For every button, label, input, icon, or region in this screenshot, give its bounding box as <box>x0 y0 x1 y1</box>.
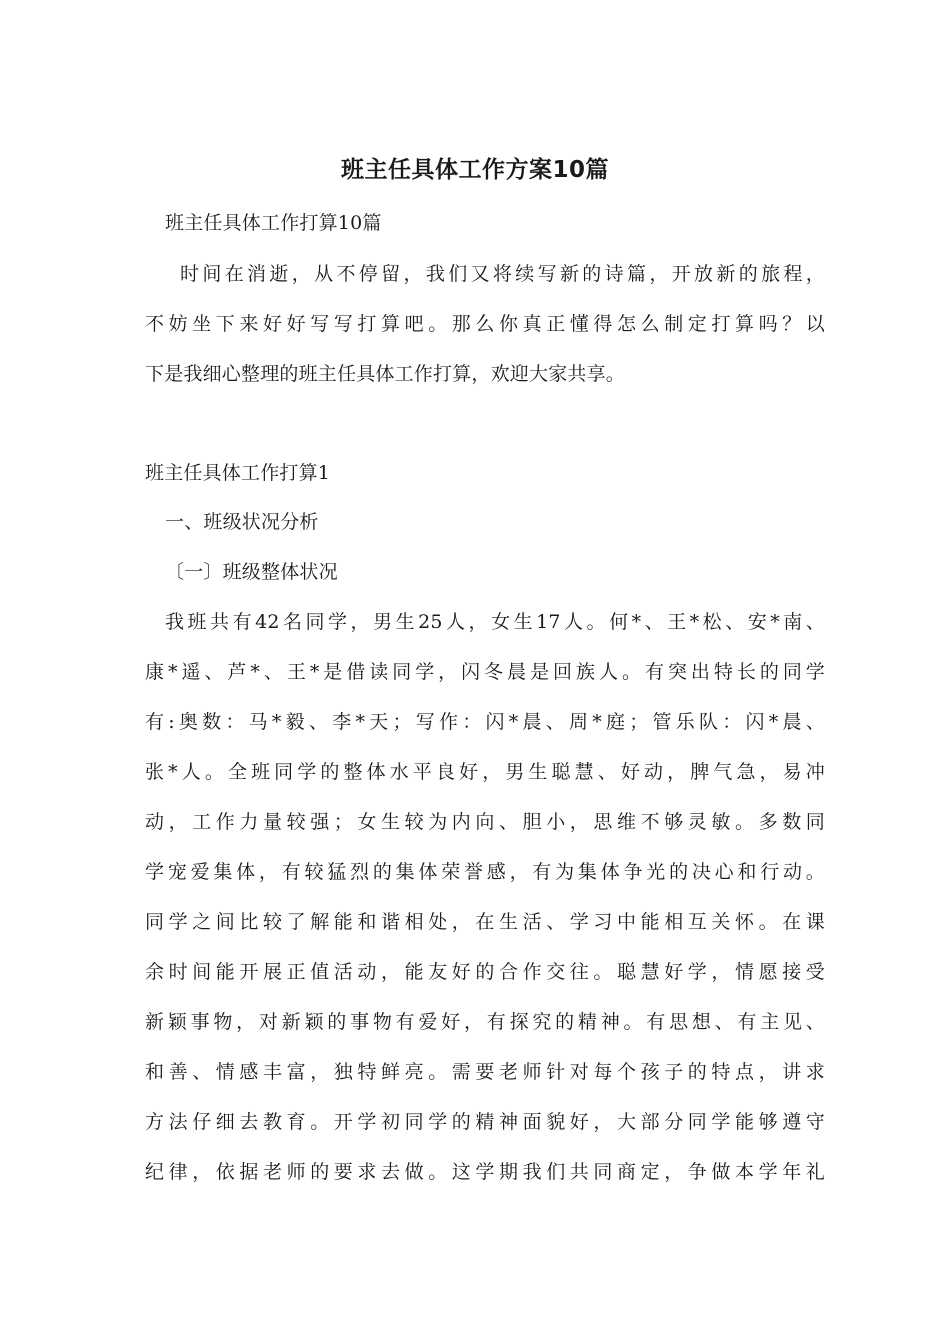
body-line: 康*遥、芦*、王*是借读同学，闪冬晨是回族人。有突出特长的同学 <box>145 661 825 683</box>
document-subtitle: 班主任具体工作打算10篇 <box>165 212 382 234</box>
body-line: 学宠爱集体，有较猛烈的集体荣誉感，有为集体争光的决心和行动。 <box>145 861 825 883</box>
intro-line: 不妨坐下来好好写写打算吧。那么你真正懂得怎么制定打算吗？以 <box>145 313 825 335</box>
intro-line: 下是我细心整理的班主任具体工作打算，欢迎大家共享。 <box>145 363 626 385</box>
document-title: 班主任具体工作方案10篇 <box>340 157 609 183</box>
intro-line: 时间在消逝，从不停留，我们又将续写新的诗篇，开放新的旅程， <box>180 263 825 285</box>
body-line: 和善、情感丰富，独特鲜亮。需要老师针对每个孩子的特点，讲求 <box>145 1061 825 1083</box>
heading-level-2: 〔一〕班级整体状况 <box>165 561 338 583</box>
body-line: 纪律，依据老师的要求去做。这学期我们共同商定，争做本学年礼 <box>145 1161 825 1183</box>
body-line: 新颖事物，对新颖的事物有爱好，有探究的精神。有思想、有主见、 <box>145 1011 825 1033</box>
heading-level-1: 一、班级状况分析 <box>165 511 319 533</box>
body-line: 同学之间比较了解能和谐相处，在生活、学习中能相互关怀。在课 <box>145 911 825 933</box>
body-line: 动，工作力量较强；女生较为内向、胆小，思维不够灵敏。多数同 <box>145 811 825 833</box>
body-line: 我班共有42名同学，男生25人，女生17人。何*、王*松、安*南、 <box>165 611 825 633</box>
body-line: 方法仔细去教育。开学初同学的精神面貌好，大部分同学能够遵守 <box>145 1111 825 1133</box>
section-heading: 班主任具体工作打算1 <box>145 462 331 484</box>
body-line: 余时间能开展正值活动，能友好的合作交往。聪慧好学，情愿接受 <box>145 961 825 983</box>
body-line: 张*人。全班同学的整体水平良好，男生聪慧、好动，脾气急，易冲 <box>145 761 825 783</box>
body-line: 有:奥数：马*毅、李*天；写作：闪*晨、周*庭；管乐队：闪*晨、 <box>145 711 825 733</box>
